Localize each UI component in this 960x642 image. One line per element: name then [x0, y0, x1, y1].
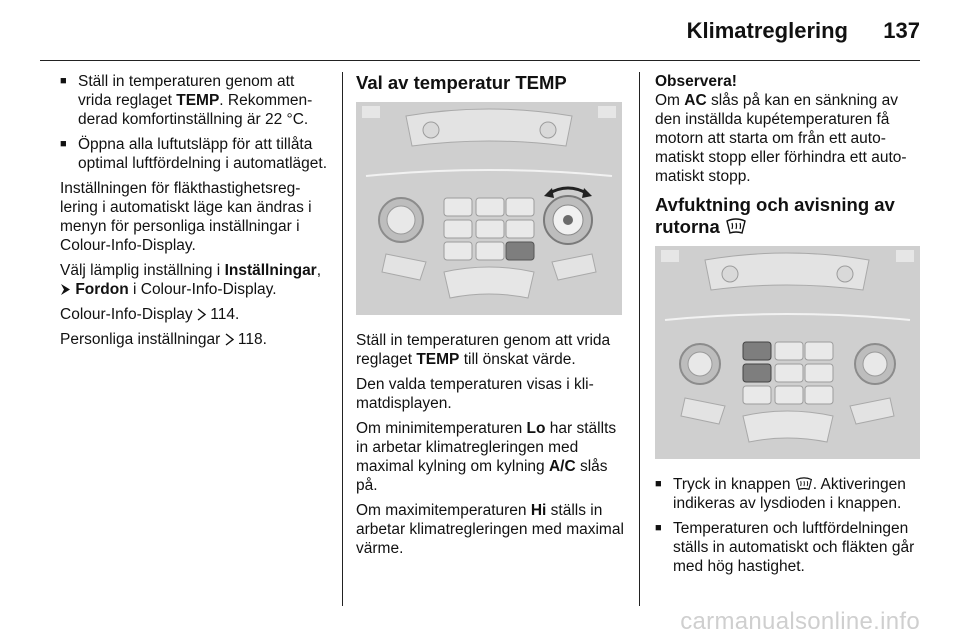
- text: . Aktiveringen indikeras av lysdioden i knappen.: [673, 476, 906, 512]
- column-2: [356, 72, 626, 564]
- climate-control-illustration: [655, 246, 920, 459]
- windscreen-defrost-icon: [795, 477, 813, 491]
- text: ,: [316, 262, 322, 279]
- note-block: [655, 72, 923, 186]
- text: Om: [655, 92, 685, 109]
- text: Temperaturen och luftfördelningen ställs in automatiskt och fläkten går med hög hastighet.: [673, 520, 915, 575]
- paragraph: [356, 501, 626, 558]
- column-3: [655, 72, 923, 582]
- text: Öppna alla luftutsläpp för att tillåta optimal luftfördelning i automatläget.: [78, 136, 328, 172]
- page-header: [0, 0, 960, 60]
- text: har ställts in arbetar klimatregleringen med maximal kylning om kylning: [356, 420, 617, 475]
- paragraph: Den valda temperaturen visas i klimatdisplayen.: [356, 376, 594, 412]
- header-rule: [40, 60, 920, 61]
- reference-arrow-icon: [197, 308, 206, 321]
- page-ref: 114.: [210, 306, 240, 323]
- list-item: [60, 135, 330, 173]
- section-heading: Val av temperatur TEMP: [356, 72, 567, 93]
- bold-text: Hi: [530, 502, 547, 519]
- watermark: carmanualsonline.info: [680, 608, 920, 635]
- column-divider-2: [639, 72, 640, 606]
- bold-text: Inställningar: [224, 262, 317, 279]
- climate-control-illustration: [356, 102, 622, 315]
- text: Om maximitemperaturen: [356, 502, 531, 519]
- bold-text: TEMP: [176, 92, 220, 109]
- text: . Rekommenderad komfortinställning är 22 °C.: [78, 92, 313, 128]
- section-heading: [655, 194, 923, 238]
- text: Tryck in knappen: [673, 476, 795, 493]
- text: Välj lämplig inställning i: [60, 262, 225, 279]
- climate-panel-temp-figure: [356, 102, 622, 315]
- text: slås på kan en sänkning av den inställda kupétemperaturen få motorn att starta om från ett automatiskt stopp eller förhindra ett automatiskt stopp.: [655, 92, 907, 185]
- text: till önskat värde.: [459, 351, 576, 368]
- text: Ställ in temperaturen genom att vrida reglaget: [356, 332, 611, 368]
- text: Colour-Info-Display: [60, 306, 197, 323]
- bold-text: TEMP: [416, 351, 460, 368]
- menu-arrow-icon: [60, 283, 71, 296]
- text: Ställ in temperaturen genom att vrida reglaget: [78, 73, 295, 109]
- bold-text: Lo: [526, 420, 546, 437]
- reference-arrow-icon: [225, 333, 234, 346]
- paragraph: [356, 419, 626, 495]
- heading-text: Avfuktning och avisning av rutorna: [655, 194, 895, 237]
- bold-text: A/C: [548, 458, 576, 475]
- bold-text: AC: [684, 92, 707, 109]
- text: Personliga inställningar: [60, 331, 225, 348]
- cross-reference[interactable]: [60, 330, 330, 349]
- cross-reference[interactable]: [60, 305, 330, 324]
- page-title: Klimatreglering: [686, 18, 848, 43]
- column-1: [60, 72, 330, 355]
- text: ställs in arbetar klimatregleringen med maximal värme.: [356, 502, 624, 557]
- list-item: [655, 519, 923, 576]
- text: i Colour-Info-Display.: [128, 281, 277, 298]
- note-title: Observera!: [655, 73, 737, 90]
- paragraph: [356, 331, 626, 369]
- windscreen-defrost-icon: [725, 218, 747, 235]
- climate-panel-defrost-figure: [655, 246, 920, 459]
- paragraph: Inställningen för fläkthastighetsreglering i automatiskt läge kan ändras i menyn för personliga inställningar i Colour-Info-Display.: [60, 180, 312, 254]
- note-text: [655, 91, 923, 186]
- text: slås på.: [356, 458, 608, 494]
- page-number: 137: [883, 18, 920, 43]
- list-item: [60, 72, 330, 129]
- column-divider-1: [342, 72, 343, 606]
- list-item: [655, 475, 923, 513]
- paragraph: [60, 261, 330, 299]
- page-ref: 118.: [237, 331, 267, 348]
- bold-text: Fordon: [75, 281, 129, 298]
- text: Om minimitemperaturen: [356, 420, 527, 437]
